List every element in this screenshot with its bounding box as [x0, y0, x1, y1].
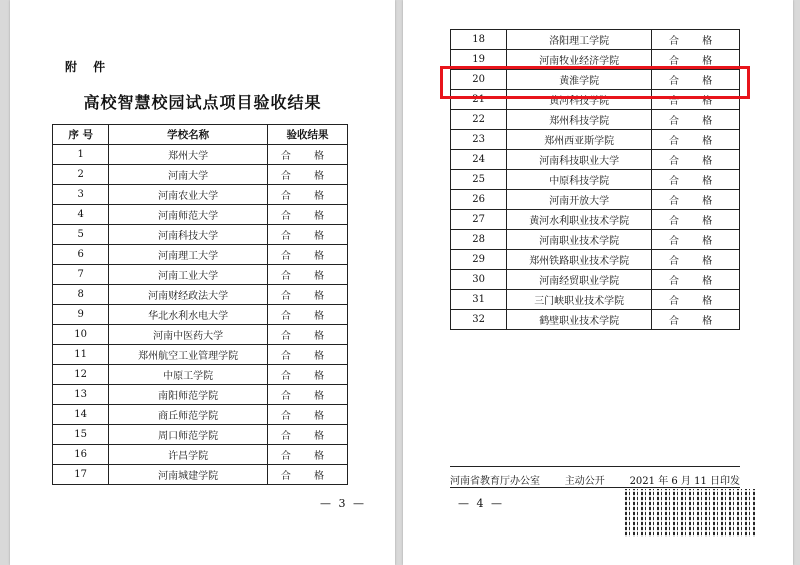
table-row: [53, 405, 348, 425]
acceptance-result: 合 格: [652, 230, 740, 250]
table-row: [53, 425, 348, 445]
school-name: 鹤壁职业技术学院: [507, 310, 652, 330]
highlight-box: [440, 66, 750, 99]
table-row: [451, 150, 740, 170]
page-number: — 3 —: [320, 497, 366, 510]
school-name: 河南师范大学: [109, 205, 268, 225]
school-name: 中原工学院: [109, 365, 268, 385]
table-row: [53, 365, 348, 385]
footer-rule-top: [450, 466, 740, 467]
row-number: 6: [53, 245, 109, 265]
row-number: 31: [451, 290, 507, 310]
row-number: 11: [53, 345, 109, 365]
acceptance-result: 合 格: [267, 205, 347, 225]
acceptance-result: 合 格: [267, 165, 347, 185]
acceptance-result: 合 格: [267, 245, 347, 265]
school-name: 洛阳理工学院: [507, 30, 652, 50]
acceptance-result: 合 格: [652, 170, 740, 190]
acceptance-result: 合 格: [652, 150, 740, 170]
school-name: 郑州科技学院: [507, 110, 652, 130]
acceptance-result: 合 格: [652, 310, 740, 330]
acceptance-result: 合 格: [652, 70, 740, 90]
acceptance-result: 合 格: [267, 465, 347, 485]
table-row: [53, 265, 348, 285]
acceptance-result: 合 格: [652, 210, 740, 230]
table-row: [53, 465, 348, 485]
table-row: [451, 210, 740, 230]
row-number: 16: [53, 445, 109, 465]
acceptance-result: 合 格: [652, 110, 740, 130]
acceptance-result: 合 格: [267, 445, 347, 465]
acceptance-result: 合 格: [267, 265, 347, 285]
attachment-label: 附 件: [65, 60, 112, 74]
table-row: [451, 110, 740, 130]
row-number: 22: [451, 110, 507, 130]
table-row: [53, 385, 348, 405]
table-row: [53, 165, 348, 185]
table-header-row: [53, 125, 348, 145]
school-name: 郑州铁路职业技术学院: [507, 250, 652, 270]
row-number: 3: [53, 185, 109, 205]
row-number: 23: [451, 130, 507, 150]
row-number: 13: [53, 385, 109, 405]
school-name: 河南农业大学: [109, 185, 268, 205]
footer-disclosure: 主动公开: [564, 476, 605, 487]
row-number: 27: [451, 210, 507, 230]
school-name: 华北水利水电大学: [109, 305, 268, 325]
acceptance-result: 合 格: [267, 365, 347, 385]
table-row: [451, 190, 740, 210]
table-row: [53, 205, 348, 225]
header-result: 验收结果: [267, 125, 347, 145]
qr-code-icon: [625, 489, 755, 537]
table-row: [53, 225, 348, 245]
acceptance-result: 合 格: [267, 225, 347, 245]
table-row: [451, 170, 740, 190]
row-number: 14: [53, 405, 109, 425]
page-4: [403, 0, 793, 565]
row-number: 5: [53, 225, 109, 245]
row-number: 15: [53, 425, 109, 445]
row-number: 24: [451, 150, 507, 170]
footer: [450, 472, 740, 487]
row-number: 9: [53, 305, 109, 325]
table-row: [451, 230, 740, 250]
table-row: [53, 345, 348, 365]
row-number: 17: [53, 465, 109, 485]
row-number: 25: [451, 170, 507, 190]
school-name: 河南开放大学: [507, 190, 652, 210]
row-number: 26: [451, 190, 507, 210]
row-number: 20: [451, 70, 507, 90]
document-title: 高校智慧校园试点项目验收结果: [83, 93, 322, 112]
row-number: 7: [53, 265, 109, 285]
table-row: [53, 445, 348, 465]
table-row: [451, 130, 740, 150]
row-number: 10: [53, 325, 109, 345]
acceptance-result: 合 格: [652, 30, 740, 50]
school-name: 河南经贸职业学院: [507, 270, 652, 290]
table-row: [451, 270, 740, 290]
row-number: 21: [451, 90, 507, 110]
school-name: 许昌学院: [109, 445, 268, 465]
acceptance-result: 合 格: [652, 270, 740, 290]
row-number: 18: [451, 30, 507, 50]
acceptance-result: 合 格: [267, 345, 347, 365]
row-number: 30: [451, 270, 507, 290]
acceptance-result: 合 格: [652, 290, 740, 310]
acceptance-result: 合 格: [652, 190, 740, 210]
page-number: — 4 —: [458, 497, 504, 510]
row-number: 19: [451, 50, 507, 70]
table-row: [53, 325, 348, 345]
acceptance-result: 合 格: [267, 425, 347, 445]
table-row: [451, 310, 740, 330]
school-name: 郑州航空工业管理学院: [109, 345, 268, 365]
table-row: [451, 30, 740, 50]
acceptance-result: 合 格: [267, 325, 347, 345]
acceptance-result: 合 格: [267, 385, 347, 405]
school-name: 周口师范学院: [109, 425, 268, 445]
school-name: 郑州西亚斯学院: [507, 130, 652, 150]
row-number: 32: [451, 310, 507, 330]
header-school-name: 学校名称: [109, 125, 268, 145]
footer-rule-bottom: [450, 487, 740, 488]
acceptance-result: 合 格: [267, 285, 347, 305]
row-number: 12: [53, 365, 109, 385]
table-row: [53, 185, 348, 205]
table-row: [451, 290, 740, 310]
acceptance-result: 合 格: [267, 305, 347, 325]
table-row: [53, 305, 348, 325]
school-name: 河南牧业经济学院: [507, 50, 652, 70]
school-name: 南阳师范学院: [109, 385, 268, 405]
school-name: 中原科技学院: [507, 170, 652, 190]
school-name: 河南财经政法大学: [109, 285, 268, 305]
school-name: 商丘师范学院: [109, 405, 268, 425]
acceptance-result: 合 格: [267, 405, 347, 425]
acceptance-result: 合 格: [652, 130, 740, 150]
school-name: 三门峡职业技术学院: [507, 290, 652, 310]
page-3: [10, 0, 395, 565]
school-name: 河南中医药大学: [109, 325, 268, 345]
row-number: 2: [53, 165, 109, 185]
school-name: 河南大学: [109, 165, 268, 185]
school-name: 郑州大学: [109, 145, 268, 165]
acceptance-result: 合 格: [267, 185, 347, 205]
acceptance-result: 合 格: [267, 145, 347, 165]
header-number: 序 号: [53, 125, 109, 145]
school-name: 黄河水利职业技术学院: [507, 210, 652, 230]
footer-date: 2021 年 6 月 11 日印发: [629, 476, 740, 487]
acceptance-result: 合 格: [652, 250, 740, 270]
school-name: 河南科技大学: [109, 225, 268, 245]
table-row: [53, 245, 348, 265]
row-number: 28: [451, 230, 507, 250]
acceptance-result: 合 格: [652, 50, 740, 70]
table-row: [53, 145, 348, 165]
row-number: 1: [53, 145, 109, 165]
footer-issuer: 河南省教育厅办公室: [450, 476, 540, 487]
school-name: 河南理工大学: [109, 245, 268, 265]
row-number: 8: [53, 285, 109, 305]
acceptance-result: 合 格: [652, 90, 740, 110]
school-name: 河南工业大学: [109, 265, 268, 285]
school-name: 黄河科技学院: [507, 90, 652, 110]
school-name: 黄淮学院: [507, 70, 652, 90]
results-table-part-1: [52, 124, 348, 485]
row-number: 29: [451, 250, 507, 270]
school-name: 河南职业技术学院: [507, 230, 652, 250]
row-number: 4: [53, 205, 109, 225]
table-row: [53, 285, 348, 305]
school-name: 河南城建学院: [109, 465, 268, 485]
school-name: 河南科技职业大学: [507, 150, 652, 170]
table-row: [451, 250, 740, 270]
